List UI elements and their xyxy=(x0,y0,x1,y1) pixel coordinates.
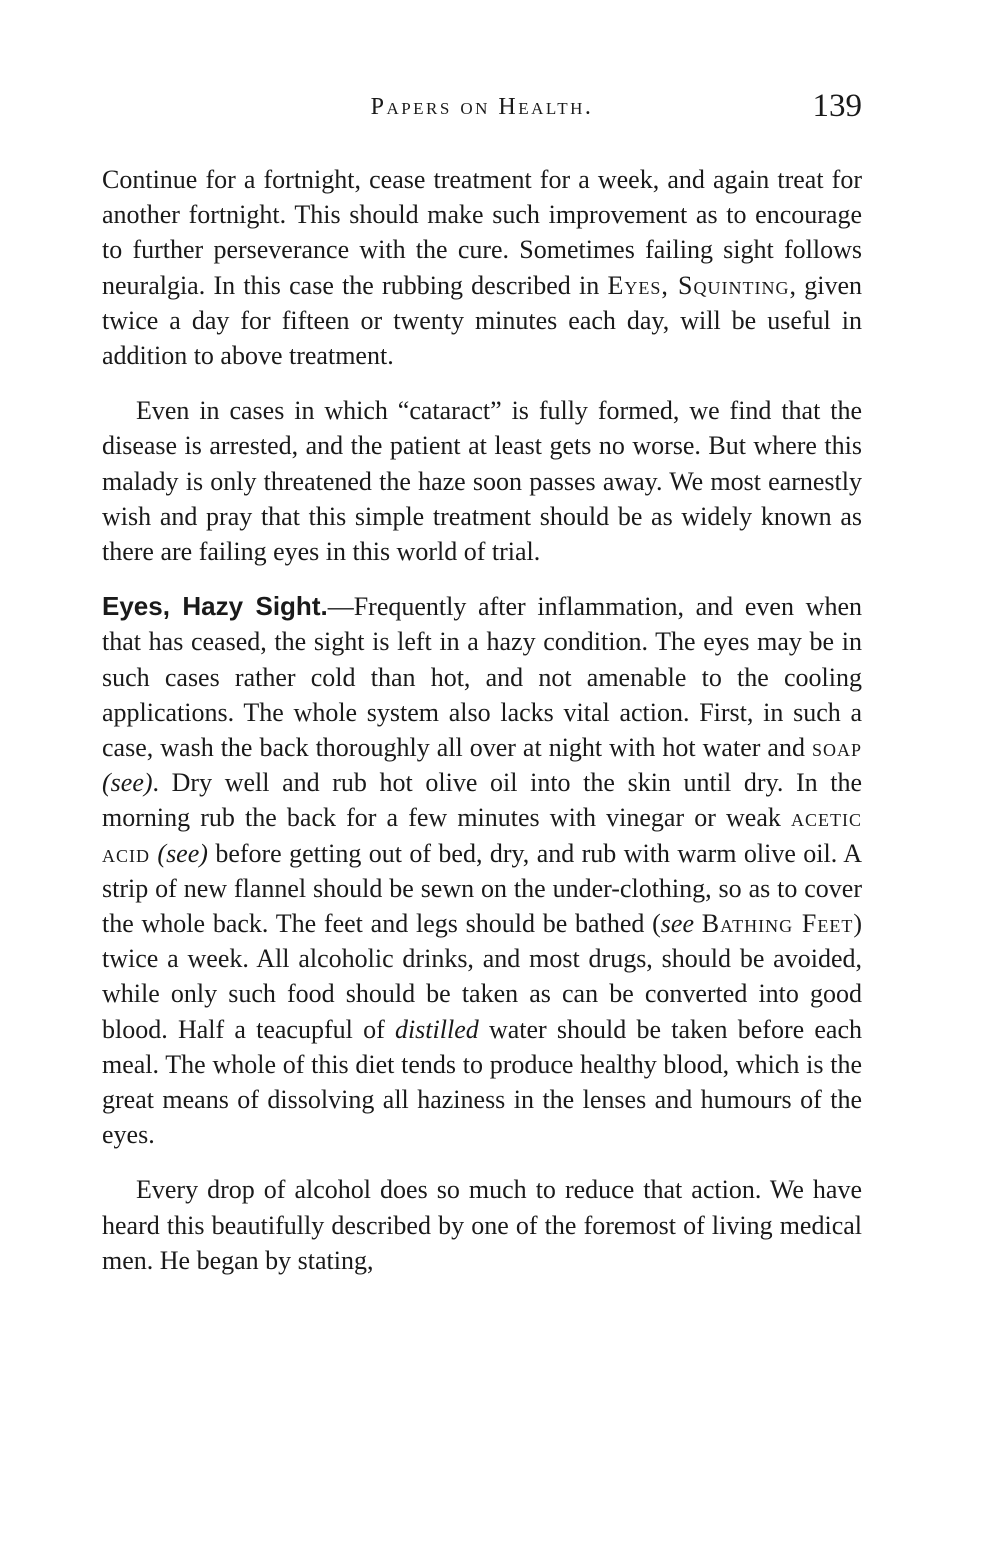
paragraph-text: Every drop of alcohol does so much to reduce that action. We have heard this beautifully described by one of the foremost of living medical men. He began by stating, xyxy=(102,1175,862,1275)
paragraph-text: , given twice a day for fifteen or twenty minutes each day, will be useful in addition to above treatment. xyxy=(102,270,863,371)
paragraph-text: before getting out of bed, dry, and rub with warm olive oil. A strip of new flannel should be sewn on the under-clothing, so as to cover the whole back. The feet and legs should be bathed ( xyxy=(102,838,862,939)
running-title: Papers on Health. xyxy=(370,94,594,120)
cross-reference: Bathing Feet xyxy=(701,909,854,939)
see-note: (see) xyxy=(102,768,153,798)
paragraph-text: —Frequently after inflammation, and even when that has ceased, the sight is left in a hazy condition. The eyes may be in such cases rather cold than hot, and not amenable to the cooling applications. The whole system also lacks vital action. First, in such a case, wash the back thoroughly all over at night with hot water and xyxy=(102,592,862,763)
paragraph-continuation xyxy=(102,162,862,373)
entry-heading: Eyes, Hazy Sight. xyxy=(102,591,328,622)
cross-reference: Eyes, Squinting xyxy=(607,270,790,300)
paragraph-cataract xyxy=(102,393,862,569)
emphasis-text: distilled xyxy=(394,1014,479,1044)
paragraph-text: Continue for a fortnight, cease treatment for a week, and again treat for another fortnight. This should make such improvement as to encourage to further perseverance with the cure. Sometimes failing sight follows neuralgia. In this case the rubbing described in xyxy=(102,165,862,300)
paragraph-text: . Dry well and rub hot olive oil into the skin until dry. In the morning rub the back for a few minutes with vinegar or weak xyxy=(102,768,862,833)
paragraph-alcohol xyxy=(102,1172,862,1278)
paragraph-text: ) twice a week. All alcoholic drinks, and most drugs, should be avoided, while only such food should be taken as can be converted into good blood. Half a teacupful of xyxy=(102,909,863,1044)
paragraph-text: Even in cases in which “cataract” is fully formed, we find that the disease is arrested, and the patient at least gets no worse. But where this malady is only threatened the haze soon passes away. We most earnestly wish and pray that this simple treatment should be as widely known as there are failing eyes in this world of trial. xyxy=(102,396,862,567)
paragraph-text: water should be taken before each meal. The whole of this diet tends to produce healthy blood, which is the great means of dissolving all haziness in the lenses and humours of the eyes. xyxy=(102,1014,862,1150)
cross-reference: acetic acid xyxy=(102,803,862,868)
cross-reference: soap xyxy=(811,733,862,763)
book-page xyxy=(102,88,862,1298)
see-note: see xyxy=(660,909,694,939)
page-header xyxy=(102,88,862,136)
see-note: (see) xyxy=(157,838,208,868)
entry-eyes-hazy-sight xyxy=(102,589,862,1152)
page-number: 139 xyxy=(812,88,862,124)
